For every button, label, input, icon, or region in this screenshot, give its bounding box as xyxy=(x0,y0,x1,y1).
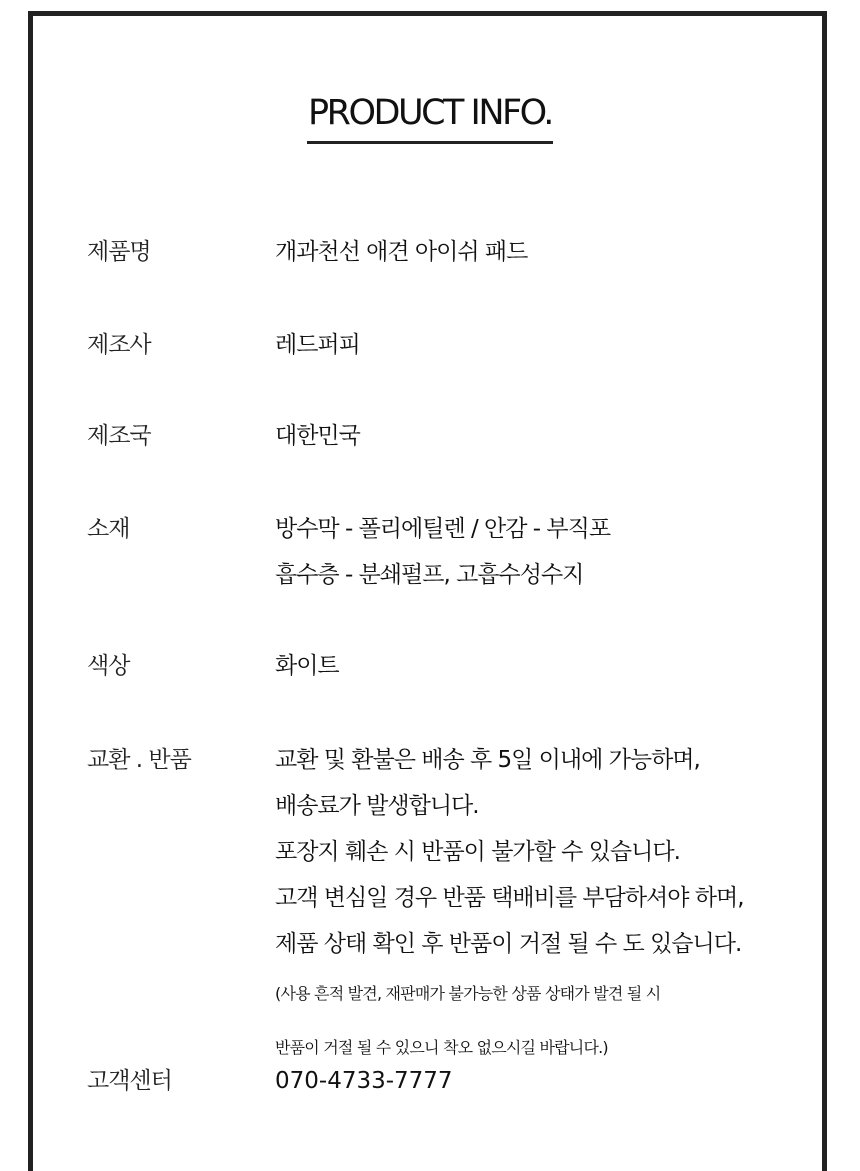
value-product-name: 개과천선 애견 아이쉬 패드 xyxy=(275,239,528,265)
exchange-line: 제품 상태 확인 후 반품이 거절 될 수 도 있습니다. xyxy=(275,931,742,957)
value-manufacturer: 레드퍼피 xyxy=(275,332,360,358)
exchange-line: 고객 변심일 경우 반품 택배비를 부담하셔야 하며, xyxy=(275,885,744,911)
value-color: 화이트 xyxy=(275,653,339,679)
value-support-phone: 070-4733-7777 xyxy=(275,1068,453,1094)
material-line: 흡수층 - 분쇄펄프, 고흡수성수지 xyxy=(275,562,584,588)
page-title: PRODUCT INFO. xyxy=(307,93,553,144)
label-exchange: 교환 . 반품 xyxy=(87,747,191,773)
value-exchange xyxy=(275,737,744,1075)
exchange-note: (사용 흔적 발견, 재판매가 불가능한 상품 상태가 발견 될 시 xyxy=(275,984,661,1003)
label-manufacturer: 제조사 xyxy=(87,332,151,358)
label-support: 고객센터 xyxy=(87,1068,172,1094)
exchange-note: 반품이 거절 될 수 있으니 착오 없으시길 바랍니다.) xyxy=(275,1038,608,1057)
material-line: 방수막 - 폴리에틸렌 / 안감 - 부직포 xyxy=(275,516,611,542)
page-title-wrap xyxy=(0,93,860,144)
label-product-name: 제품명 xyxy=(87,239,151,265)
label-color: 색상 xyxy=(87,653,130,679)
exchange-line: 포장지 훼손 시 반품이 불가할 수 있습니다. xyxy=(275,839,680,865)
exchange-line: 배송료가 발생합니다. xyxy=(275,793,479,819)
label-country: 제조국 xyxy=(87,423,151,449)
value-material xyxy=(275,506,610,598)
exchange-line: 교환 및 환불은 배송 후 5일 이내에 가능하며, xyxy=(275,747,700,773)
label-material: 소재 xyxy=(87,516,130,542)
value-country: 대한민국 xyxy=(275,423,360,449)
